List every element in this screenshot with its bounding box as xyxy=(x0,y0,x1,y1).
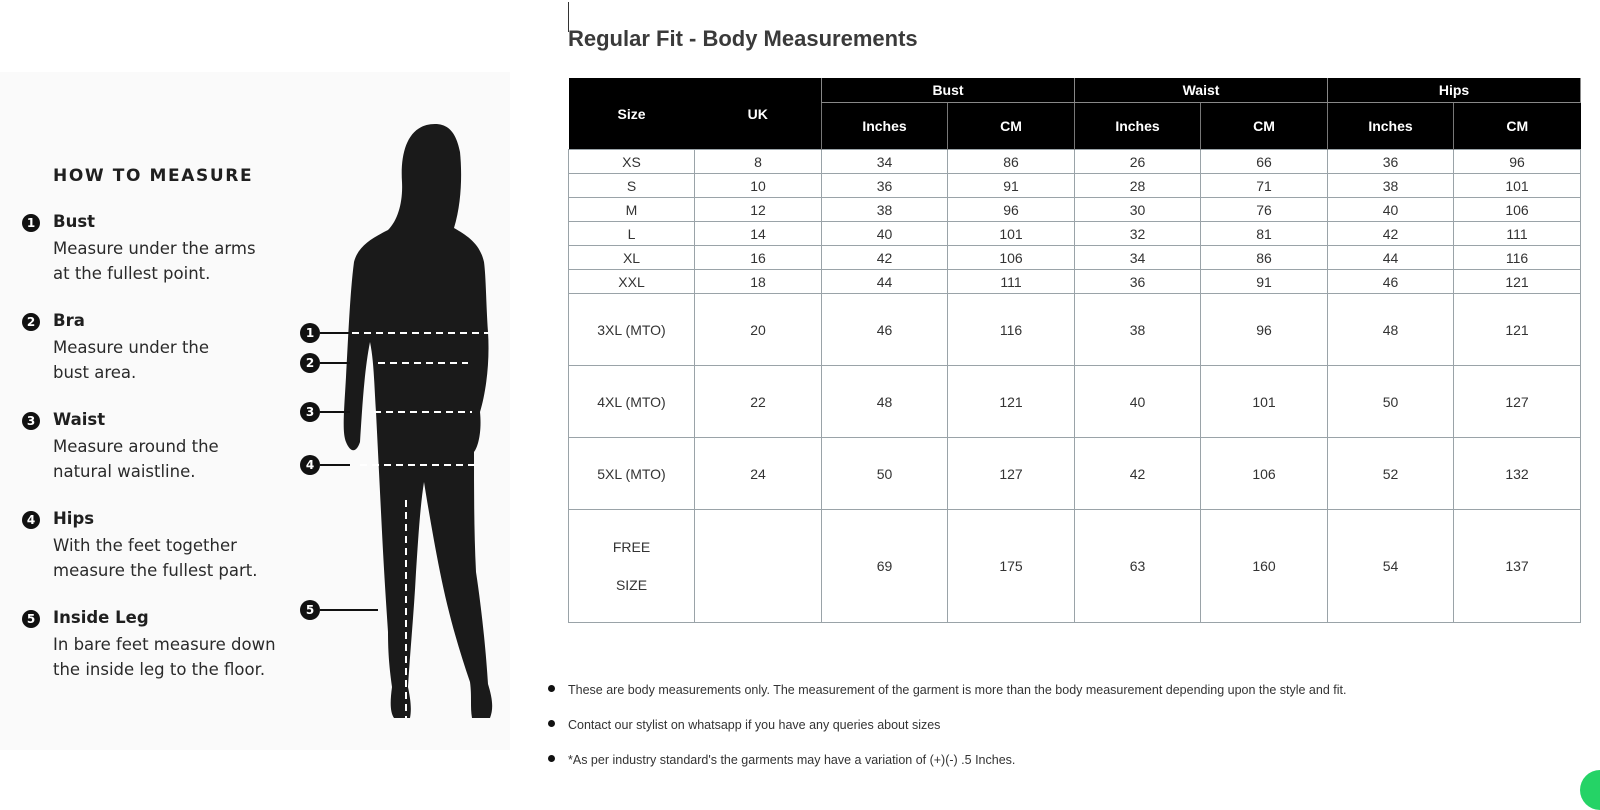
free-size-line-1: FREE xyxy=(612,539,651,555)
cell-bust-inches: 38 xyxy=(822,198,948,222)
cell-hips-inches: 42 xyxy=(1328,222,1454,246)
step-title: Hips xyxy=(53,509,95,528)
note-text: These are body measurements only. The measurement of the garment is more than the body measurement depending upon the style and fit. xyxy=(568,683,1347,697)
marker-label: 3 xyxy=(305,405,315,419)
cell-waist-inches: 63 xyxy=(1075,510,1201,623)
cell-hips-cm: 121 xyxy=(1454,294,1581,366)
cell-hips-inches: 52 xyxy=(1328,438,1454,510)
cell-hips-cm: 96 xyxy=(1454,150,1581,174)
cell-size: XL xyxy=(569,246,695,270)
header-waist-cm: CM xyxy=(1201,103,1328,150)
cell-waist-inches: 28 xyxy=(1075,174,1201,198)
step-description: In bare feet measure down the inside leg to the floor. xyxy=(53,635,276,679)
cell-size: L xyxy=(569,222,695,246)
table-row xyxy=(569,366,1581,438)
table-row xyxy=(569,198,1581,222)
cell-hips-inches: 44 xyxy=(1328,246,1454,270)
step-title: Inside Leg xyxy=(53,608,149,627)
cell-uk: 18 xyxy=(695,270,822,294)
cell-hips-cm: 111 xyxy=(1454,222,1581,246)
table-row xyxy=(569,438,1581,510)
cell-size: 4XL (MTO) xyxy=(569,366,695,438)
step-description: Measure under the bust area. xyxy=(53,338,210,382)
size-notes-list xyxy=(548,683,1346,788)
step-number-badge: 3 xyxy=(22,412,40,430)
cell-uk: 24 xyxy=(695,438,822,510)
cell-size: XXL xyxy=(569,270,695,294)
cell-bust-inches: 44 xyxy=(822,270,948,294)
step-number-badge: 1 xyxy=(22,214,40,232)
cell-waist-inches: 40 xyxy=(1075,366,1201,438)
cell-size: 5XL (MTO) xyxy=(569,438,695,510)
marker-label: 1 xyxy=(305,326,315,340)
header-waist: Waist xyxy=(1075,78,1328,103)
cell-hips-cm: 116 xyxy=(1454,246,1581,270)
body-silhouette-figure xyxy=(290,112,510,732)
cell-uk: 10 xyxy=(695,174,822,198)
table-row xyxy=(569,246,1581,270)
note-item xyxy=(548,718,1346,753)
measure-guide-panel xyxy=(0,72,510,750)
cell-hips-cm: 137 xyxy=(1454,510,1581,623)
marker-label: 2 xyxy=(305,356,315,370)
cell-hips-cm: 132 xyxy=(1454,438,1581,510)
cell-bust-inches: 48 xyxy=(822,366,948,438)
step-number-badge: 4 xyxy=(22,511,40,529)
cell-waist-cm: 76 xyxy=(1201,198,1328,222)
header-bust-inches: Inches xyxy=(822,103,948,150)
cell-uk xyxy=(695,510,822,623)
cell-bust-inches: 46 xyxy=(822,294,948,366)
cell-bust-inches: 69 xyxy=(822,510,948,623)
step-description: With the feet together measure the fullest part. xyxy=(53,536,258,580)
marker-label: 5 xyxy=(305,603,315,617)
cell-uk: 22 xyxy=(695,366,822,438)
size-chart-title: Regular Fit - Body Measurements xyxy=(568,26,918,51)
cell-uk: 14 xyxy=(695,222,822,246)
cell-waist-inches: 26 xyxy=(1075,150,1201,174)
cell-uk: 8 xyxy=(695,150,822,174)
header-bust: Bust xyxy=(822,78,1075,103)
table-row-free-size xyxy=(569,510,1581,623)
cell-bust-cm: 91 xyxy=(948,174,1075,198)
cell-bust-inches: 50 xyxy=(822,438,948,510)
cell-waist-cm: 71 xyxy=(1201,174,1328,198)
cell-hips-inches: 54 xyxy=(1328,510,1454,623)
cell-waist-inches: 42 xyxy=(1075,438,1201,510)
cell-waist-inches: 38 xyxy=(1075,294,1201,366)
step-description: Measure around the natural waistline. xyxy=(53,437,219,481)
cell-hips-inches: 48 xyxy=(1328,294,1454,366)
cell-bust-cm: 96 xyxy=(948,198,1075,222)
step-number-badge: 2 xyxy=(22,313,40,331)
note-text: Contact our stylist on whatsapp if you have any queries about sizes xyxy=(568,718,941,732)
cell-hips-inches: 46 xyxy=(1328,270,1454,294)
cell-bust-cm: 86 xyxy=(948,150,1075,174)
table-row xyxy=(569,270,1581,294)
cell-uk: 12 xyxy=(695,198,822,222)
cell-waist-inches: 34 xyxy=(1075,246,1201,270)
marker-label: 4 xyxy=(305,458,315,472)
header-uk: UK xyxy=(695,78,822,150)
bullet-icon xyxy=(548,685,555,692)
cell-size: XS xyxy=(569,150,695,174)
cell-bust-cm: 127 xyxy=(948,438,1075,510)
cell-waist-cm: 96 xyxy=(1201,294,1328,366)
cell-uk: 20 xyxy=(695,294,822,366)
cell-waist-cm: 86 xyxy=(1201,246,1328,270)
whatsapp-chat-icon[interactable] xyxy=(1580,770,1600,810)
cell-bust-cm: 116 xyxy=(948,294,1075,366)
cell-hips-inches: 50 xyxy=(1328,366,1454,438)
cell-waist-inches: 36 xyxy=(1075,270,1201,294)
cell-waist-cm: 160 xyxy=(1201,510,1328,623)
cell-waist-cm: 91 xyxy=(1201,270,1328,294)
cell-hips-cm: 121 xyxy=(1454,270,1581,294)
free-size-line-2: SIZE xyxy=(615,577,648,593)
cell-hips-cm: 106 xyxy=(1454,198,1581,222)
cell-bust-cm: 175 xyxy=(948,510,1075,623)
cell-hips-cm: 101 xyxy=(1454,174,1581,198)
cell-bust-cm: 106 xyxy=(948,246,1075,270)
cell-size: S xyxy=(569,174,695,198)
bullet-icon xyxy=(548,720,555,727)
cell-hips-inches: 36 xyxy=(1328,150,1454,174)
cell-size: M xyxy=(569,198,695,222)
cell-bust-cm: 111 xyxy=(948,270,1075,294)
cell-hips-inches: 40 xyxy=(1328,198,1454,222)
table-row xyxy=(569,222,1581,246)
table-row xyxy=(569,150,1581,174)
cell-waist-cm: 81 xyxy=(1201,222,1328,246)
table-row xyxy=(569,174,1581,198)
step-title: Waist xyxy=(53,410,106,429)
cell-bust-inches: 42 xyxy=(822,246,948,270)
cell-waist-cm: 101 xyxy=(1201,366,1328,438)
cell-bust-cm: 101 xyxy=(948,222,1075,246)
size-chart-table xyxy=(568,78,1581,623)
cell-bust-inches: 40 xyxy=(822,222,948,246)
header-hips: Hips xyxy=(1328,78,1581,103)
cell-size: 3XL (MTO) xyxy=(569,294,695,366)
cell-waist-cm: 106 xyxy=(1201,438,1328,510)
how-to-measure-heading: HOW TO MEASURE xyxy=(53,166,254,186)
step-number-badge: 5 xyxy=(22,610,40,628)
table-row xyxy=(569,294,1581,366)
cell-waist-cm: 66 xyxy=(1201,150,1328,174)
cell-bust-cm: 121 xyxy=(948,366,1075,438)
cell-hips-inches: 38 xyxy=(1328,174,1454,198)
note-item xyxy=(548,753,1346,788)
step-title: Bra xyxy=(53,311,85,330)
cell-hips-cm: 127 xyxy=(1454,366,1581,438)
header-waist-inches: Inches xyxy=(1075,103,1201,150)
header-hips-cm: CM xyxy=(1454,103,1581,150)
step-description: Measure under the arms at the fullest point. xyxy=(53,239,256,283)
cell-bust-inches: 36 xyxy=(822,174,948,198)
cell-uk: 16 xyxy=(695,246,822,270)
note-item xyxy=(548,683,1346,718)
cell-waist-inches: 30 xyxy=(1075,198,1201,222)
woman-silhouette-icon xyxy=(344,124,492,718)
header-bust-cm: CM xyxy=(948,103,1075,150)
cell-size xyxy=(569,510,695,623)
cell-bust-inches: 34 xyxy=(822,150,948,174)
cell-waist-inches: 32 xyxy=(1075,222,1201,246)
header-hips-inches: Inches xyxy=(1328,103,1454,150)
header-size: Size xyxy=(569,78,695,150)
step-title: Bust xyxy=(53,212,96,231)
note-text: *As per industry standard's the garments may have a variation of (+)(-) .5 Inches. xyxy=(568,753,1016,767)
bullet-icon xyxy=(548,755,555,762)
